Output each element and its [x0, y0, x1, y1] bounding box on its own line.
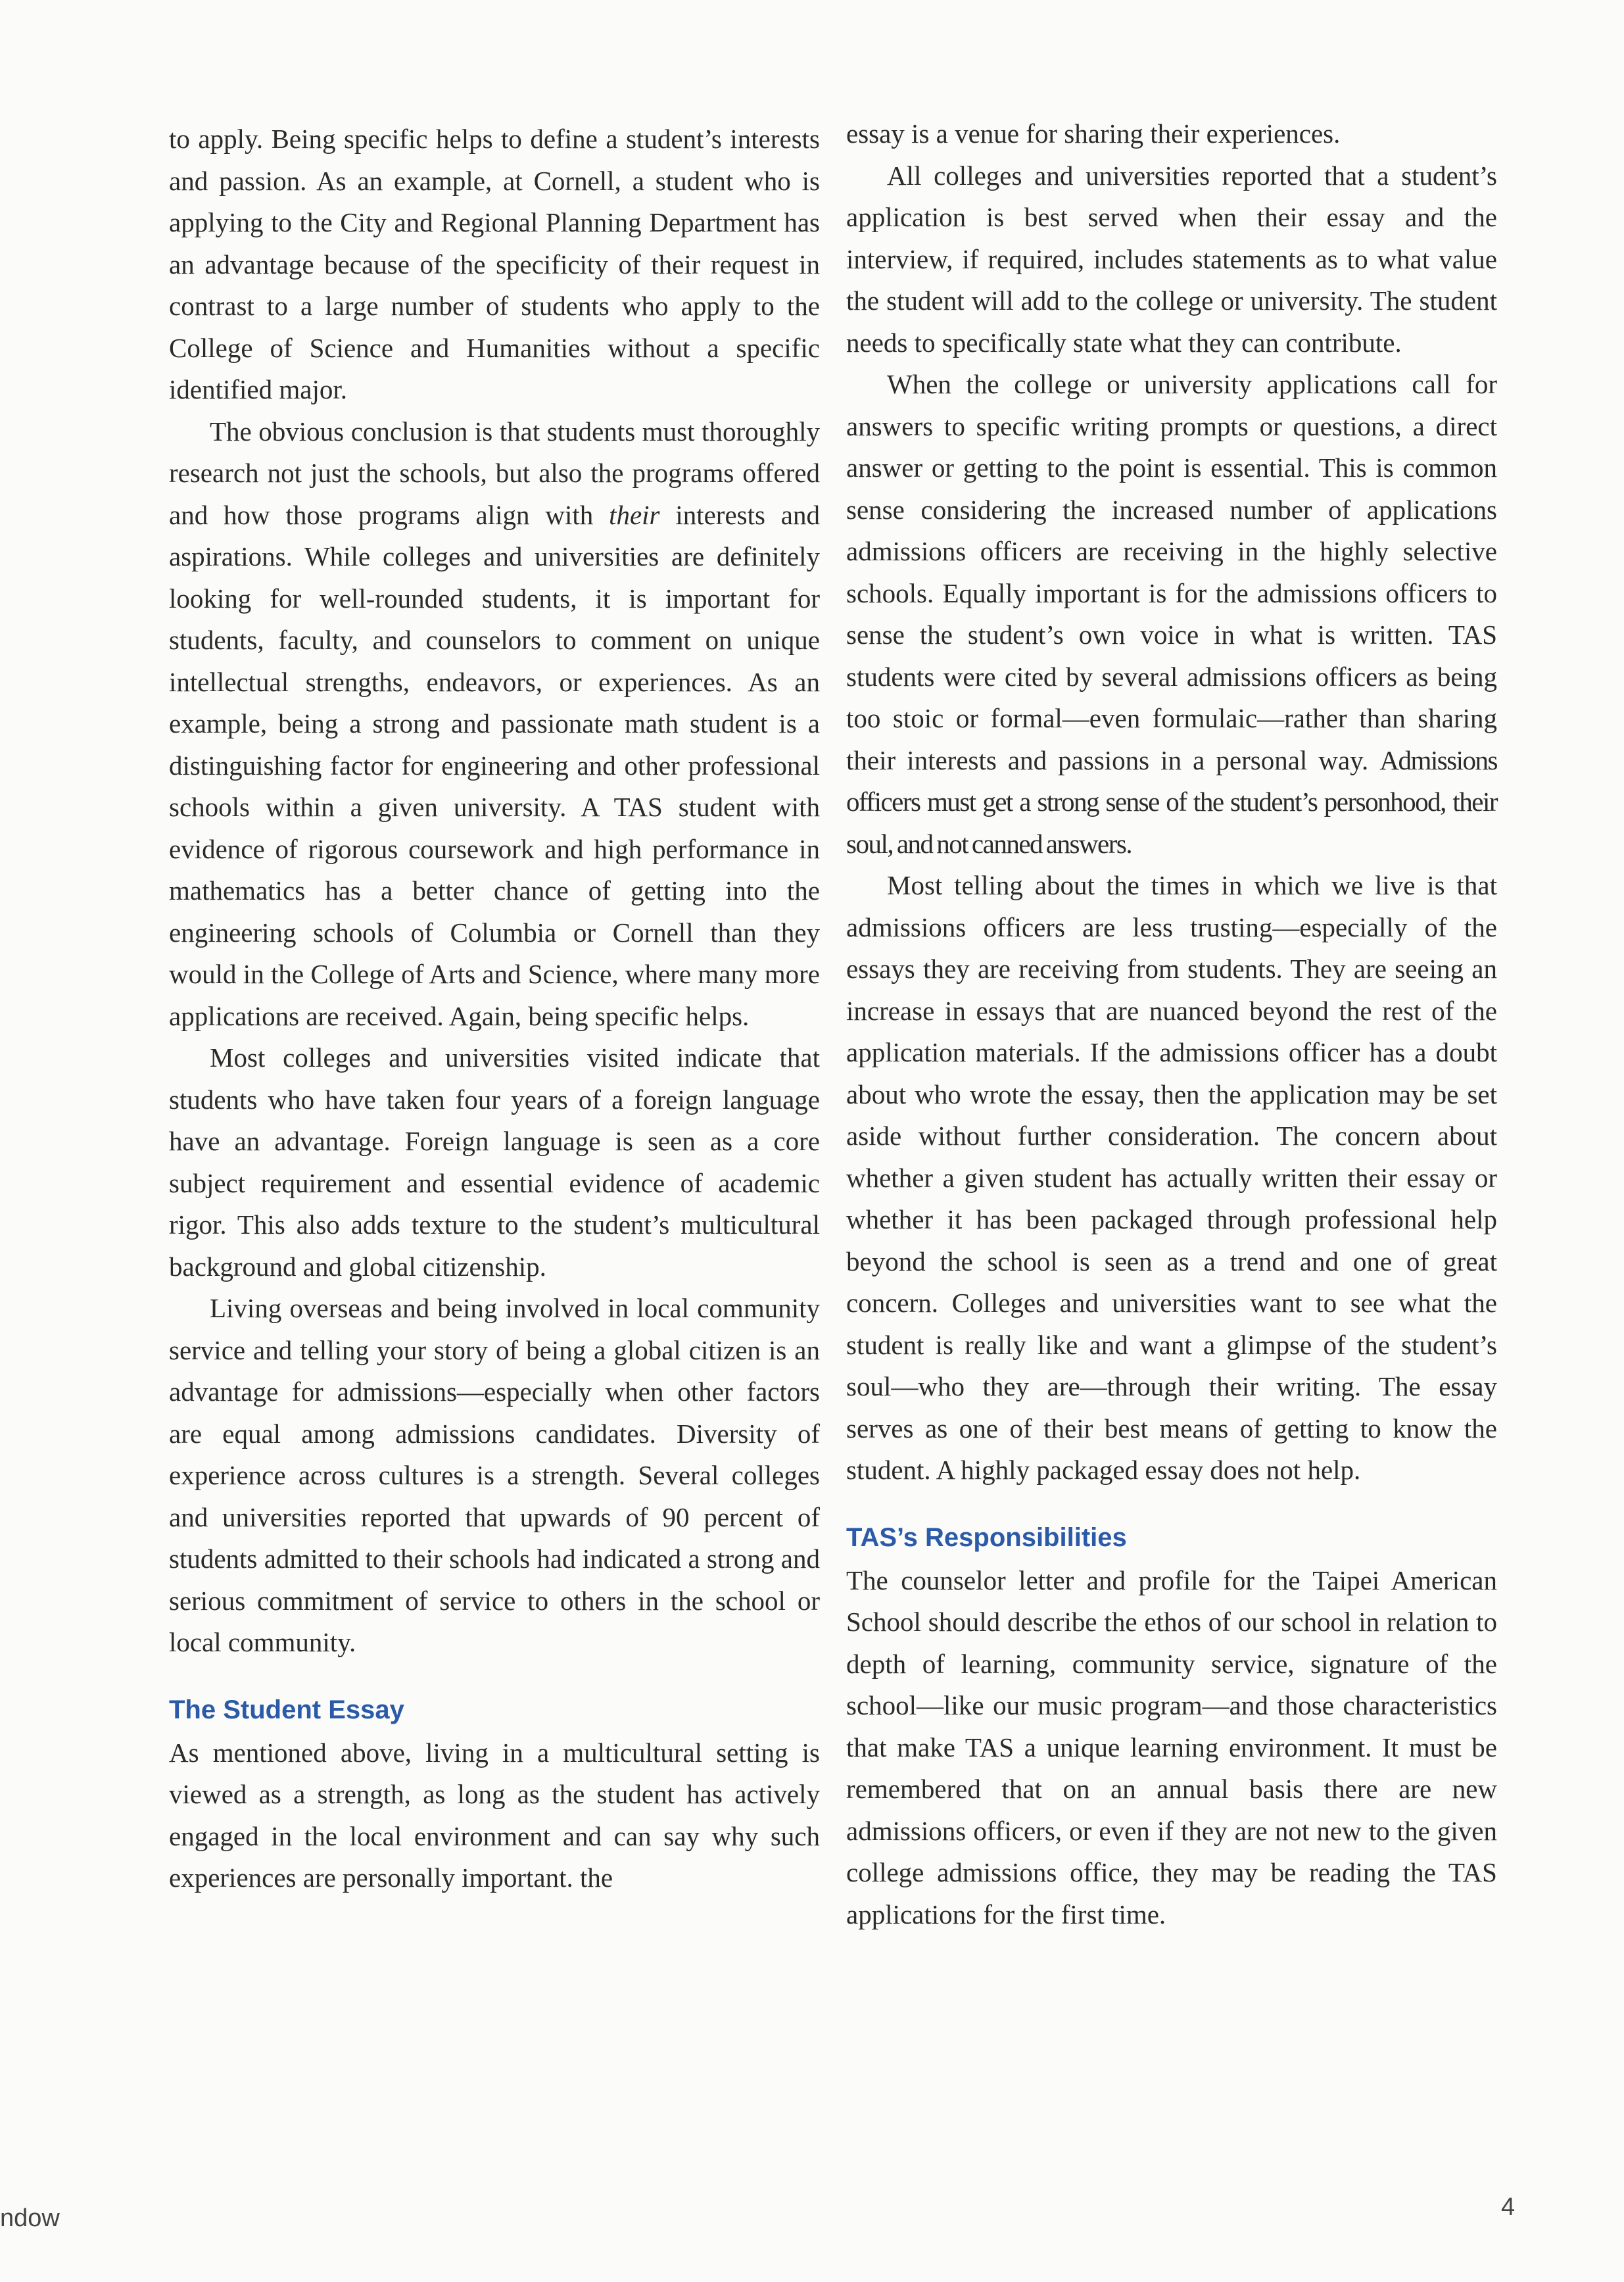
text-span: interests and aspirations. While colleges and universities are definitely looking for well-rounded students, it is important for students, faculty, and counselors to comment on unique intellectual strengths, endeavors, or experiences. As an example, being a strong and passionate math student is a distinguishing factor for engineering and other professional schools within a given university. A TAS student with evidence of rigorous coursework and high performance in mathematics has a better chance of getting into the engineering schools of Columbia or Cornell than they would in the College of Arts and Science, where many more applications are received. Again, being specific helps.: [169, 499, 820, 1031]
paragraph: Living overseas and being involved in local community service and telling your story of being a global citizen is an advantage for admissions—especially when other factors are equal among admissions candidates. Diversity of experience across cultures is a strength. Several colleges and universities reported that upwards of 90 percent of students admitted to their schools had indicated a strong and serious commitment of service to others in the school or local community.: [169, 1293, 820, 1657]
paragraph: As mentioned above, living in a multicultural setting is viewed as a strength, as long as the student has actively engaged in the local environment and can say why such experiences are personally important. the: [169, 1737, 820, 1893]
margin-text-fragment: ndow: [0, 2204, 60, 2232]
right-column: [846, 113, 1497, 1935]
section-heading-student-essay: The Student Essay: [169, 1695, 404, 1724]
text-span: The obvious conclusion is that students must thoroughly research not just the schools, but also the programs offered and how those programs align with: [169, 416, 820, 530]
paragraph: [846, 364, 1497, 865]
paragraph: All colleges and universities reported that a student’s application is best served when their essay and the interview, if required, includes statements as to what value the student will add to the college or university. The student needs to specifically state what they can contribute.: [846, 160, 1497, 358]
section-heading-tas-responsibilities: TAS’s Responsibilities: [846, 1522, 1127, 1552]
page-number: 4: [1501, 2193, 1516, 2221]
paragraph: The counselor letter and profile for the Taipei American School should describe the ethos of our school in relation to depth of learning, community service, signature of the school—like our music program—and those characteristics that make TAS a unique learning environment. It must be remembered that on an annual basis there are new admissions officers, or even if they are not new to the given college admissions office, they may be reading the TAS applications for the first time.: [846, 1565, 1497, 1930]
italic-text: their: [609, 499, 660, 530]
paragraph: Most colleges and universities visited indicate that students who have taken four years of a foreign language have an advantage. Foreign language is seen as a core subject requirement and essential evidence of academic rigor. This also adds texture to the student’s multicultural background and global citizenship.: [169, 1042, 820, 1282]
text-span: When the college or university applications call for answers to specific writing prompts or questions, a direct answer or getting to the point is essential. This is common sense considering the increased number of applications admissions officers are receiving in the highly selective schools. Equally important is for the admissions officers to sense the student’s own voice in what is written. TAS students were cited by several admissions officers as being too stoic or formal—even formulaic—rather than sharing their interests and passions in a personal way.: [846, 369, 1497, 775]
paragraph: Most telling about the times in which we live is that admissions officers are less trusting—especially of the essays they are receiving from students. They are seeing an increase in essays that are nuanced beyond the rest of the application materials. If the admissions officer has a doubt about who wrote the essay, then the application may be set aside without further consideration. The concern about whether a given student has actually written their essay or whether it has been packaged through professional help beyond the school is seen as a trend and one of great concern. Colleges and universities want to see what the student is really like and want a glimpse of the student’s soul—who they are—through their writing. The essay serves as one of their best means of getting to know the student. A highly packaged essay does not help.: [846, 870, 1497, 1485]
paragraph: [169, 411, 820, 1038]
paragraph: to apply. Being specific helps to define a student’s interests and passion. As an example, at Cornell, a student who is applying to the City and Regional Planning Department has an advantage because of the specificity of their request in contrast to a large number of students who apply to the College of Science and Humanities without a specific identified major.: [169, 124, 820, 404]
left-column: [169, 118, 820, 1899]
text-span: Admissions officers must get a strong sense of the student’s personhood, their soul, and not canned answers.: [846, 744, 1497, 859]
paragraph: essay is a venue for sharing their experiences.: [846, 118, 1341, 149]
